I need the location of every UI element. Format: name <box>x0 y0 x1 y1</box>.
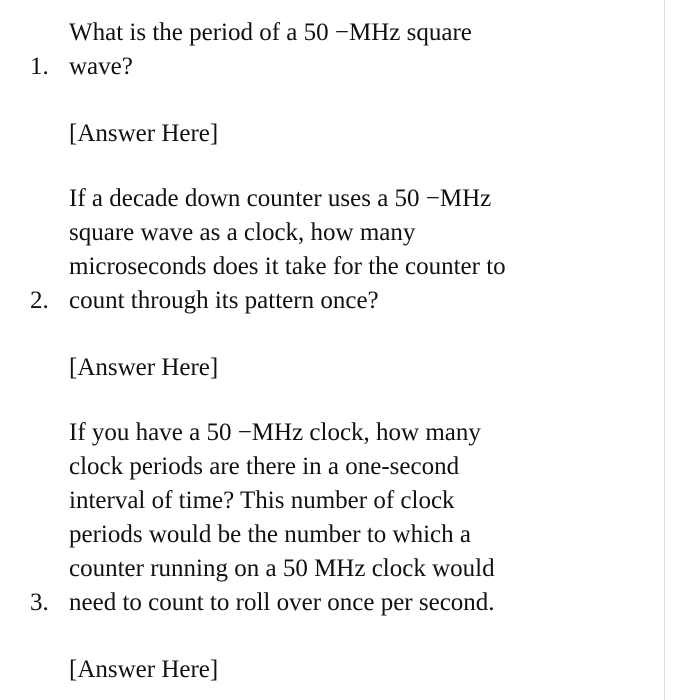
question-line: If a decade down counter uses a 50 −MHz <box>69 185 492 212</box>
question-text <box>69 182 649 318</box>
list-number: 2. <box>30 287 49 314</box>
question-line: wave? <box>69 53 133 80</box>
question-line: What is the period of a 50 −MHz square <box>69 19 472 46</box>
question-line: interval of time? This number of clock <box>69 487 455 514</box>
question-text <box>69 16 649 84</box>
question-line: square wave as a clock, how many <box>69 219 416 246</box>
question-line: counter running on a 50 MHz clock would <box>69 555 495 582</box>
page-edge-divider <box>664 0 665 700</box>
list-number: 1. <box>30 53 49 80</box>
answer-placeholder[interactable]: [Answer Here] <box>69 656 219 683</box>
question-line: count through its pattern once? <box>69 287 379 314</box>
question-line: periods would be the number to which a <box>69 521 471 548</box>
answer-placeholder[interactable]: [Answer Here] <box>69 120 219 147</box>
list-number: 3. <box>30 589 49 616</box>
question-line: If you have a 50 −MHz clock, how many <box>69 419 481 446</box>
question-line: need to count to roll over once per second. <box>69 589 495 616</box>
question-text <box>69 416 649 620</box>
question-line: microseconds does it take for the counter to <box>69 253 506 280</box>
answer-placeholder[interactable]: [Answer Here] <box>69 354 219 381</box>
question-line: clock periods are there in a one-second <box>69 453 460 480</box>
